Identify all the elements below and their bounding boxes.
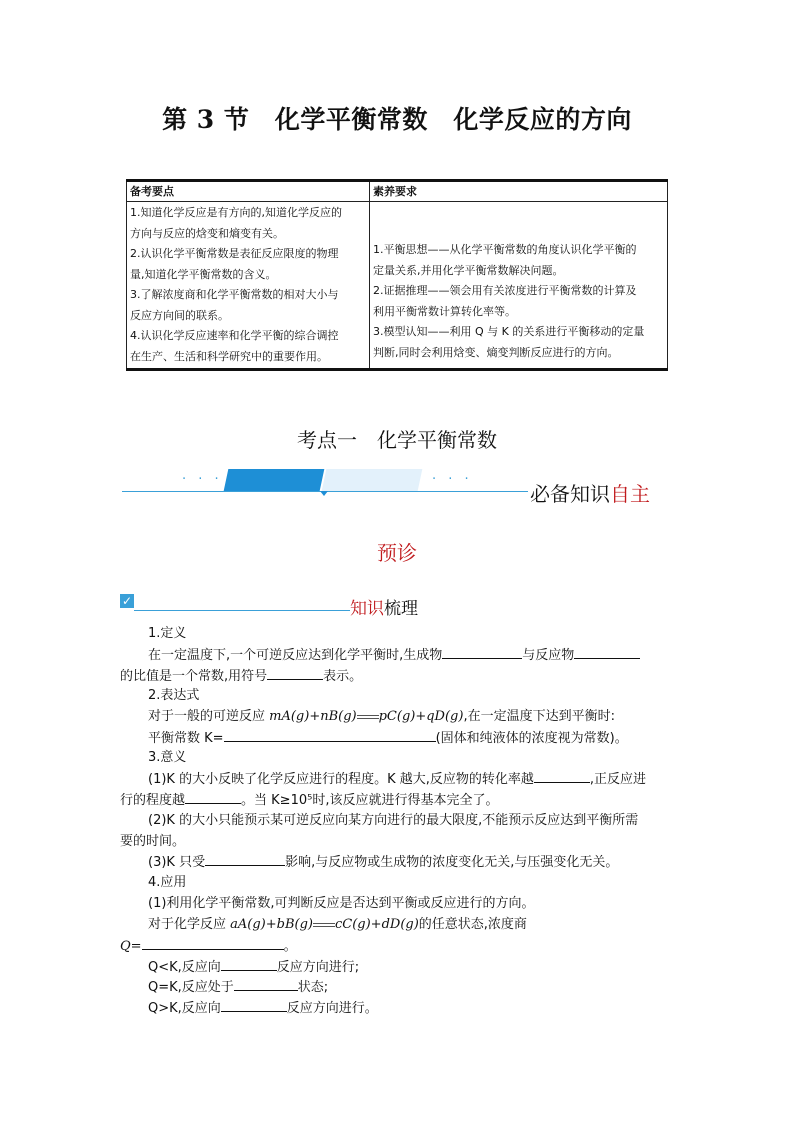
text-span: 状态; <box>297 980 329 995</box>
text-span: 反应方向进行; <box>276 960 360 975</box>
blank-field <box>267 666 323 680</box>
meaning-line-5 <box>148 852 618 874</box>
heading-application: 4.应用 <box>148 875 187 890</box>
text-span: Q=K,反应处于 <box>148 980 234 995</box>
text-span: 平衡常数 K= <box>148 731 224 746</box>
exam-point-line: 1.知道化学反应是有方向的,知道化学反应的 <box>130 206 342 219</box>
literacy-line: 2.证据推理——领会用有关浓度进行平衡常数的计算及 <box>373 284 637 297</box>
meaning-line-3: (2)K 的大小只能预示某可逆反应向某方向进行的最大限度,不能预示反应达到平衡所需 <box>148 813 639 828</box>
text-span: ,正反应进 <box>589 772 647 787</box>
banner-heading <box>530 478 650 507</box>
blank-field <box>224 728 436 742</box>
page-title: 第 3 节 化学平衡常数 化学反应的方向 <box>162 105 632 134</box>
text-span: Q<K,反应向 <box>148 960 221 975</box>
expression-line-2 <box>148 728 628 750</box>
heading-expression: 2.表达式 <box>148 688 200 703</box>
text-span: (3)K 只受 <box>148 855 206 870</box>
text-span: 影响,与反应物或生成物的浓度变化无关,与压强变化无关。 <box>285 855 619 870</box>
text-span: Q= <box>120 939 142 954</box>
definition-line-1 <box>148 645 640 667</box>
equation-left: mA(g)+nB(g) <box>269 709 357 724</box>
text-span: ,在一定温度下达到平衡时: <box>463 709 615 724</box>
exam-points-cell <box>127 202 370 370</box>
text-span: 行的程度越 <box>120 793 186 808</box>
blank-field <box>221 957 277 971</box>
text-span: Q>K,反应向 <box>148 1001 221 1016</box>
text-span: 表示。 <box>323 669 363 684</box>
blank-field <box>205 852 285 866</box>
heading-definition: 1.定义 <box>148 626 187 641</box>
literacy-line: 利用平衡常数计算转化率等。 <box>373 304 516 318</box>
literacy-line: 判断,同时会利用焓变、熵变判断反应进行的方向。 <box>373 345 619 359</box>
knowledge-divider <box>134 610 350 611</box>
checkbox-icon: ✓ <box>121 594 133 608</box>
meaning-line-4: 要的时间。 <box>120 834 186 849</box>
equation-left: aA(g)+bB(g) <box>230 917 313 932</box>
knowledge-heading-black: 梳理 <box>384 599 418 619</box>
blank-field <box>221 998 287 1012</box>
literacy-line: 1.平衡思想——从化学平衡常数的角度认识化学平衡的 <box>373 243 637 256</box>
exam-point-line: 方向与反应的焓变和熵变有关。 <box>130 226 284 240</box>
banner-dots-right: · · · <box>432 472 473 487</box>
application-line-5 <box>148 977 328 999</box>
literacy-requirements-cell <box>370 202 668 370</box>
application-line-2 <box>148 915 527 936</box>
blank-field <box>234 977 298 991</box>
preview-heading: 预诊 <box>377 541 417 565</box>
exam-point-line: 量,知道化学平衡常数的含义。 <box>130 267 277 281</box>
banner-heading-red: 自主 <box>610 482 650 506</box>
requirements-table <box>126 179 668 371</box>
text-span: 的比值是一个常数,用符号 <box>120 669 268 684</box>
text-span: 。 <box>283 939 297 954</box>
text-span: 反应方向进行。 <box>286 1001 378 1016</box>
text-span: 的任意状态,浓度商 <box>418 917 527 932</box>
application-line-1: (1)利用化学平衡常数,可判断反应是否达到平衡或反应进行的方向。 <box>148 896 535 911</box>
banner-arrow-icon <box>320 491 328 496</box>
text-span: (固体和纯液体的浓度视为常数)。 <box>435 731 628 746</box>
equation-right: pC(g)+qD(g) <box>378 709 464 724</box>
equilibrium-arrow-icon <box>357 714 379 720</box>
expression-line-1 <box>148 707 615 728</box>
equation-right: cC(g)+dD(g) <box>334 917 419 932</box>
banner-dots-left: · · · <box>182 472 223 487</box>
heading-meaning: 3.意义 <box>148 750 187 765</box>
literacy-line: 3.模型认知——利用 Q 与 K 的关系进行平衡移动的定量 <box>373 325 645 338</box>
application-line-6 <box>148 998 378 1020</box>
text-span: 对于一般的可逆反应 <box>148 709 270 724</box>
text-span: 对于化学反应 <box>148 917 231 932</box>
application-line-4 <box>148 957 359 979</box>
table-header-left: 备考要点 <box>127 181 370 202</box>
banner-tab-inactive <box>322 469 423 491</box>
blank-field <box>534 769 590 783</box>
text-span: 在一定温度下,一个可逆反应达到化学平衡时,生成物 <box>148 648 443 663</box>
knowledge-heading <box>350 594 418 619</box>
banner-tab-active <box>224 469 325 491</box>
text-span: (1)K 的大小反映了化学反应进行的程度。K 越大,反应物的转化率越 <box>148 772 534 787</box>
literacy-line: 定量关系,并用化学平衡常数解决问题。 <box>373 263 564 277</box>
exam-point-line: 3.了解浓度商和化学平衡常数的相对大小与 <box>130 288 339 301</box>
definition-line-2 <box>120 666 362 688</box>
exam-point-line: 反应方向间的联系。 <box>130 308 229 322</box>
equilibrium-arrow-icon <box>313 922 335 928</box>
exam-point-line: 2.认识化学平衡常数是表征反应限度的物理 <box>130 247 339 260</box>
blank-field <box>185 790 241 804</box>
table-header-right: 素养要求 <box>370 181 668 202</box>
banner-heading-black: 必备知识 <box>530 482 610 506</box>
meaning-line-2 <box>120 790 498 812</box>
knowledge-heading-red: 知识 <box>350 599 384 619</box>
blank-field <box>574 645 640 659</box>
meaning-line-1 <box>148 769 646 791</box>
section-title: 考点一 化学平衡常数 <box>297 428 497 452</box>
text-span: 与反应物 <box>522 648 575 663</box>
blank-field <box>142 936 284 950</box>
exam-point-line: 在生产、生活和科学研究中的重要作用。 <box>130 349 328 363</box>
exam-point-line: 4.认识化学反应速率和化学平衡的综合调控 <box>130 329 339 342</box>
text-span: 。当 K≥10⁵时,该反应就进行得基本完全了。 <box>241 793 499 808</box>
blank-field <box>442 645 522 659</box>
application-line-3 <box>120 936 297 958</box>
